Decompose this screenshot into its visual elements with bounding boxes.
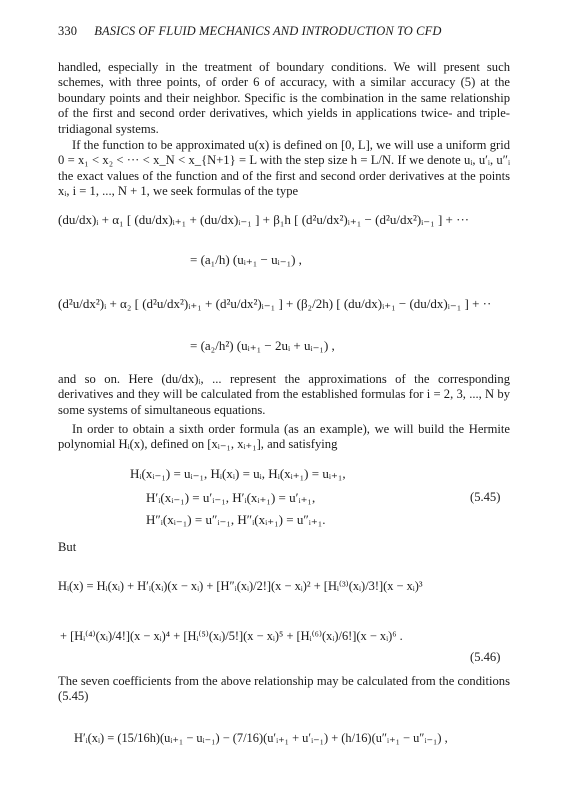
equation-number-5-46: (5.46) <box>470 650 501 664</box>
equation-number-5-45: (5.45) <box>470 490 501 504</box>
hermite-derivative-formula: H′ᵢ(xᵢ) = (15/16h)(uᵢ₊₁ − uᵢ₋₁) − (7/16)(u′ᵢ₊₁ + u′ᵢ₋₁) + (h/16)(u″ᵢ₊₁ − u″ᵢ₋₁) , <box>74 731 448 745</box>
equation-1-line-2: = (a₁/h) (uᵢ₊₁ − uᵢ₋₁) , <box>190 252 302 267</box>
chapter-title: BASICS OF FLUID MECHANICS AND INTRODUCTION TO CFD <box>94 24 442 38</box>
running-head <box>58 24 441 39</box>
hermite-conditions-line-3: H″ᵢ(xᵢ₋₁) = u″ᵢ₋₁, H″ᵢ(xᵢ₊₁) = u″ᵢ₊₁. <box>146 512 326 527</box>
paragraph-1: handled, especially in the treatment of boundary conditions. We will present such schemes, with three points, of order 6 of accuracy, with a similar accuracy (5) at the boundary points and their neighbor. Specific is the combination in the same relationship of the first and second order derivatives, which yields in applications twice- and triple-tridiagonal systems. <box>58 60 510 136</box>
taylor-line-2: + [Hᵢ⁽⁴⁾(xᵢ)/4!](x − xᵢ)⁴ + [Hᵢ⁽⁵⁾(xᵢ)/5!](x − xᵢ)⁵ + [Hᵢ⁽⁶⁾(xᵢ)/6!](x − xᵢ)⁶ . <box>60 629 403 643</box>
equation-1-line-1: (du/dx)ᵢ + α₁ [ (du/dx)ᵢ₊₁ + (du/dx)ᵢ₋₁ ] + β₁h [ (d²u/dx²)ᵢ₊₁ − (d²u/dx²)ᵢ₋₁ ] + ··· <box>58 212 470 227</box>
page-number: 330 <box>58 24 78 38</box>
paragraph-5: The seven coefficients from the above relationship may be calculated from the conditions (5.45) <box>58 674 510 704</box>
hermite-conditions-line-1: Hᵢ(xᵢ₋₁) = uᵢ₋₁, Hᵢ(xᵢ) = uᵢ, Hᵢ(xᵢ₊₁) = uᵢ₊₁, <box>130 466 346 481</box>
taylor-line-1: Hᵢ(x) = Hᵢ(xᵢ) + H′ᵢ(xᵢ)(x − xᵢ) + [H″ᵢ(xᵢ)/2!](x − xᵢ)² + [Hᵢ⁽³⁾(xᵢ)/3!](x − xᵢ)³ <box>58 579 423 593</box>
paragraph-4: In order to obtain a sixth order formula (as an example), we will build the Hermite polynomial Hᵢ(x), defined on [xᵢ₋₁, xᵢ₊₁], and satisfying <box>58 422 510 452</box>
but-label: But <box>58 540 77 554</box>
paragraph-3: and so on. Here (du/dx)ᵢ, ... represent the approximations of the corresponding derivatives and they will be calculated from the established formulas for i = 2, 3, ..., N by some systems of simultaneous equations. <box>58 372 510 417</box>
hermite-conditions-line-2: H′ᵢ(xᵢ₋₁) = u′ᵢ₋₁, H′ᵢ(xᵢ₊₁) = u′ᵢ₊₁, <box>146 490 316 505</box>
paragraph-2: If the function to be approximated u(x) is defined on [0, L], we will use a uniform grid 0 = x₁ < x₂ < ··· < x_N < x_{N+1} = L with the step size h = L/N. If we denote uᵢ, u′ᵢ, u″ᵢ the exact values of the function and of the first and second order derivatives at the points xᵢ, i = 1, ..., N + 1, we seek formulas of the type <box>58 138 510 199</box>
equation-2-line-1: (d²u/dx²)ᵢ + α₂ [ (d²u/dx²)ᵢ₊₁ + (d²u/dx²)ᵢ₋₁ ] + (β₂/2h) [ (du/dx)ᵢ₊₁ − (du/dx)ᵢ₋₁ ] + ·· <box>58 296 492 311</box>
equation-2-line-2: = (a₂/h²) (uᵢ₊₁ − 2uᵢ + uᵢ₋₁) , <box>190 338 335 353</box>
